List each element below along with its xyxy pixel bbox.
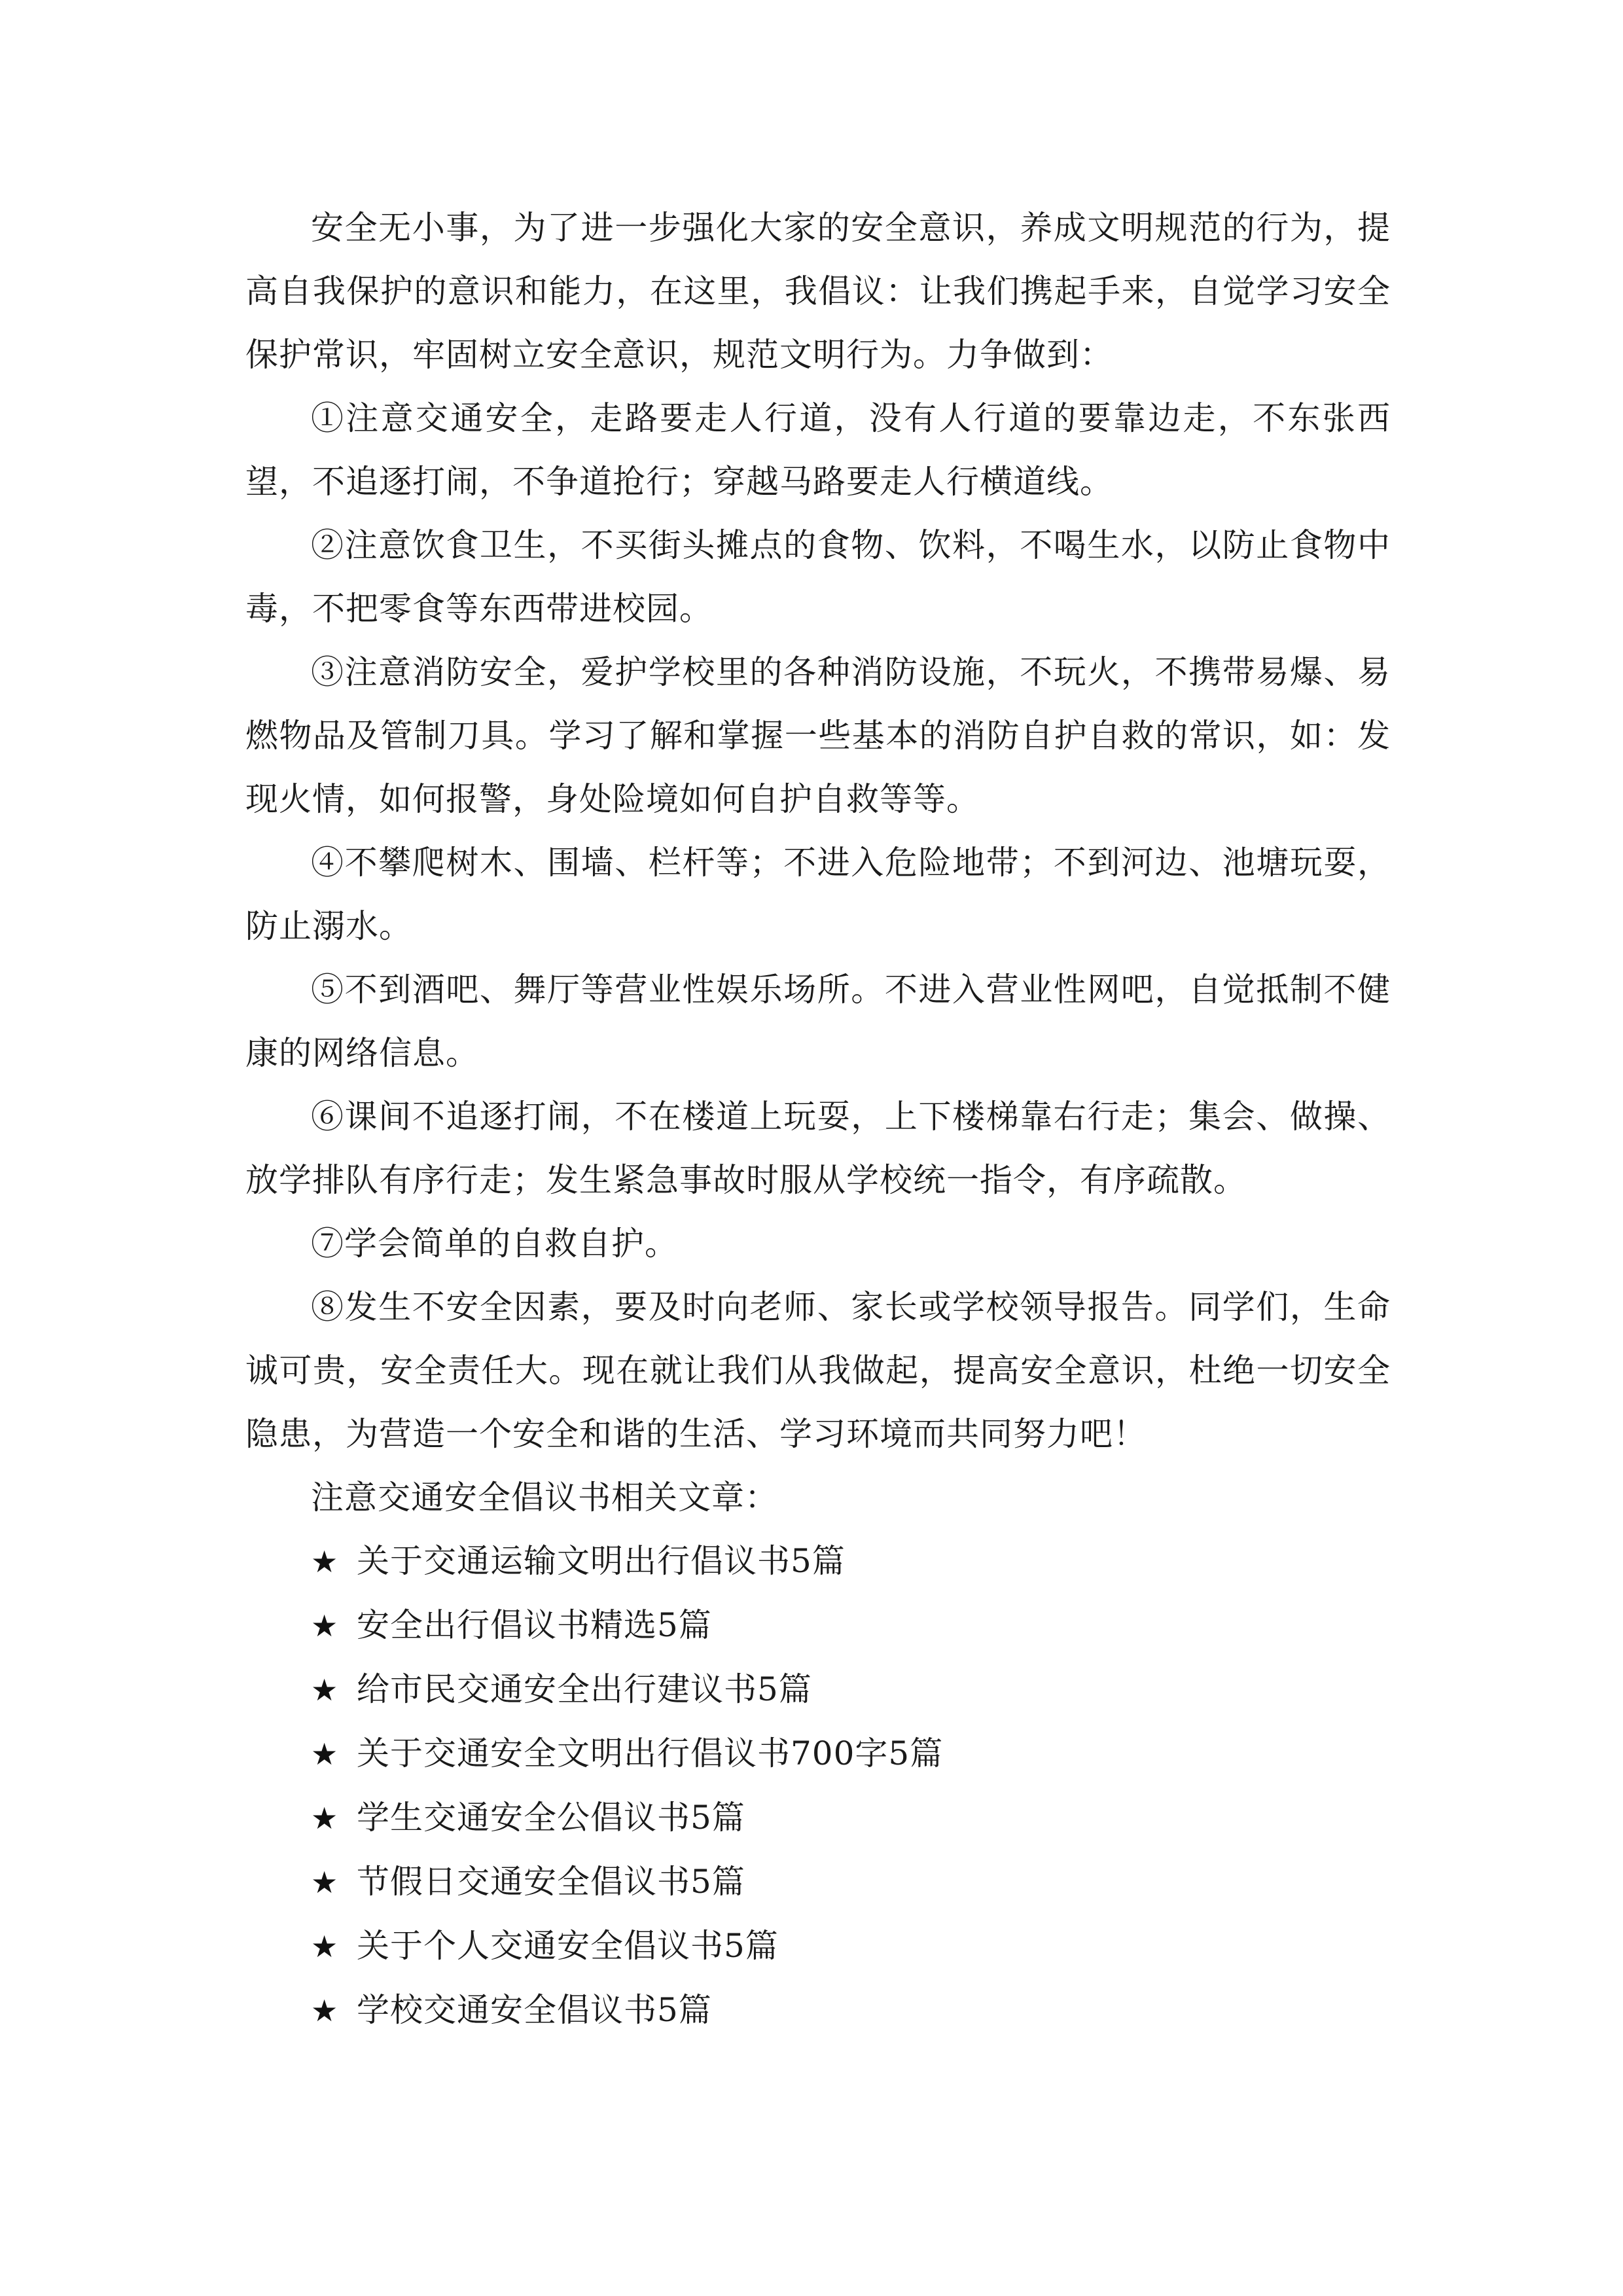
related-article-link[interactable] [245,1979,1391,2043]
star-icon: ★ [311,1672,339,1708]
star-icon: ★ [311,1736,339,1772]
document-body [245,196,1391,2043]
item-paragraph-2: ②注意饮食卫生，不买街头摊点的食物、饮料，不喝生水，以防止食物中毒，不把零食等东西带进校园。 [245,526,1391,628]
related-article-title[interactable]: 给市民交通安全出行建议书5篇 [357,1670,812,1708]
item-paragraph-1: ①注意交通安全，走路要走人行道，没有人行道的要靠边走，不东张西望，不追逐打闹，不争道抢行；穿越马路要走人行横道线。 [245,399,1391,501]
related-article-title[interactable]: 安全出行倡议书精选5篇 [357,1606,712,1644]
related-article-title[interactable]: 关于交通运输文明出行倡议书5篇 [357,1542,846,1580]
related-article-title[interactable]: 节假日交通安全倡议书5篇 [357,1863,745,1901]
item-paragraph-6: ⑥课间不追逐打闹，不在楼道上玩耍，上下楼梯靠右行走；集会、做操、放学排队有序行走；发生紧急事故时服从学校统一指令，有序疏散。 [245,1098,1391,1199]
star-icon: ★ [311,1801,339,1836]
related-articles-list [245,1530,1391,2043]
related-article-link[interactable] [245,1530,1391,1594]
related-article-link[interactable] [245,1850,1391,1914]
item-paragraph-5: ⑤不到酒吧、舞厅等营业性娱乐场所。不进入营业性网吧，自觉抵制不健康的网络信息。 [245,971,1391,1072]
related-article-title[interactable]: 关于交通安全文明出行倡议书700字5篇 [357,1734,944,1772]
star-icon: ★ [311,1608,339,1643]
item-paragraph-3: ③注意消防安全，爱护学校里的各种消防设施，不玩火，不携带易爆、易燃物品及管制刀具。学习了解和掌握一些基本的消防自护自救的常识，如：发现火情，如何报警，身处险境如何自护自救等等。 [245,653,1391,818]
related-article-link[interactable] [245,1658,1391,1722]
star-icon: ★ [311,1929,339,1964]
star-icon: ★ [311,1993,339,2028]
related-article-link[interactable] [245,1786,1391,1850]
star-icon: ★ [311,1865,339,1900]
item-paragraph-4: ④不攀爬树木、围墙、栏杆等；不进入危险地带；不到河边、池塘玩耍，防止溺水。 [245,844,1391,945]
intro-paragraph: 安全无小事，为了进一步强化大家的安全意识，养成文明规范的行为，提高自我保护的意识和能力，在这里，我倡议：让我们携起手来，自觉学习安全保护常识，牢固树立安全意识，规范文明行为。力争做到： [245,209,1391,374]
related-articles-heading: 注意交通安全倡议书相关文章： [311,1479,778,1516]
related-article-link[interactable] [245,1914,1391,1979]
related-article-title[interactable]: 学校交通安全倡议书5篇 [357,1991,712,2029]
related-article-link[interactable] [245,1594,1391,1658]
star-icon: ★ [311,1544,339,1579]
item-paragraph-7: ⑦学会简单的自救自护。 [311,1225,678,1263]
related-article-title[interactable]: 学生交通安全公倡议书5篇 [357,1799,745,1837]
related-article-link[interactable] [245,1722,1391,1786]
item-paragraph-8: ⑧发生不安全因素，要及时向老师、家长或学校领导报告。同学们，生命诚可贵，安全责任大。现在就让我们从我做起，提高安全意识，杜绝一切安全隐患，为营造一个安全和谐的生活、学习环境而共同努力吧！ [245,1288,1391,1453]
related-article-title[interactable]: 关于个人交通安全倡议书5篇 [357,1927,779,1965]
